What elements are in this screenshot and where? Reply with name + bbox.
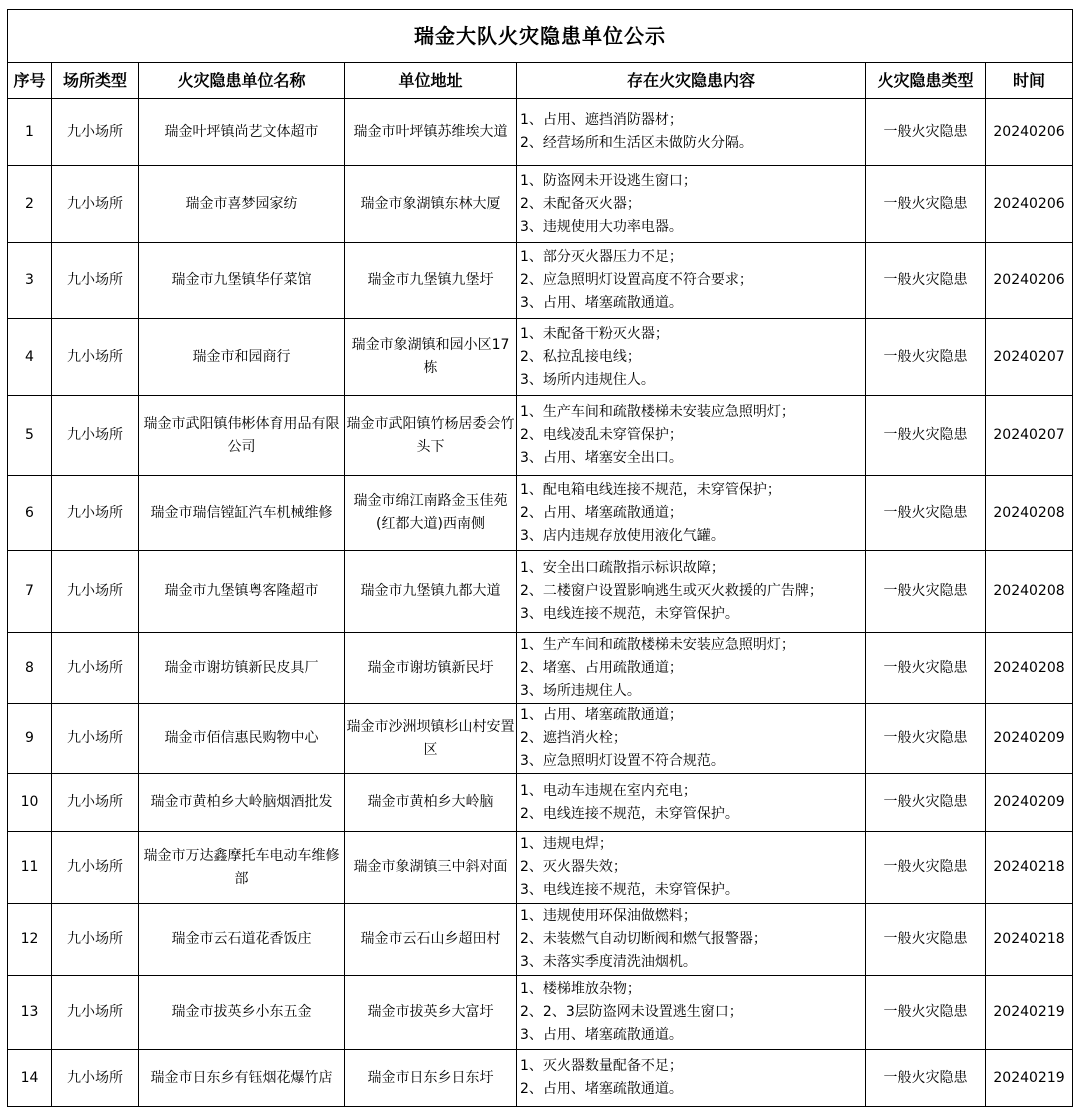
cell-type: 九小场所 xyxy=(52,243,139,319)
cell-date: 20240207 xyxy=(986,396,1073,476)
cell-date: 20240208 xyxy=(986,551,1073,633)
hazard-item: 2、占用、堵塞疏散通道； xyxy=(520,504,683,521)
cell-hazards xyxy=(517,633,866,704)
table-row xyxy=(8,976,1073,1050)
cell-hazards xyxy=(517,166,866,243)
cell-address: 瑞金市象湖镇和园小区17栋 xyxy=(345,319,517,396)
cell-category: 一般火灾隐患 xyxy=(866,704,986,774)
hazard-item: 3、店内违规存放使用液化气罐。 xyxy=(520,527,725,544)
cell-date: 20240208 xyxy=(986,476,1073,551)
hazard-item: 2、2、3层防盗网未设置逃生窗口； xyxy=(520,1004,743,1020)
cell-type: 九小场所 xyxy=(52,832,139,904)
page-title: 瑞金大队火灾隐患单位公示 xyxy=(8,10,1073,63)
hazard-item: 1、楼梯堆放杂物； xyxy=(520,981,641,997)
cell-no: 11 xyxy=(8,832,52,904)
table-row xyxy=(8,319,1073,396)
cell-hazards xyxy=(517,1050,866,1107)
hazard-item: 1、部分灭火器压力不足； xyxy=(520,249,683,265)
hazard-item: 3、场所内违规住人。 xyxy=(520,371,655,388)
cell-category: 一般火灾隐患 xyxy=(866,166,986,243)
hazard-item: 3、电线连接不规范，未穿管保护。 xyxy=(520,606,739,622)
cell-name: 瑞金市瑞信镗缸汽车机械维修 xyxy=(139,476,345,551)
hazard-item: 3、违规使用大功率电器。 xyxy=(520,218,683,235)
hazard-table xyxy=(7,9,1073,1107)
cell-address: 瑞金市日东乡日东圩 xyxy=(345,1050,517,1107)
cell-no: 6 xyxy=(8,476,52,551)
table-row xyxy=(8,633,1073,704)
table-row xyxy=(8,774,1073,832)
hazard-item: 1、占用、遮挡消防器材； xyxy=(520,112,683,128)
cell-address: 瑞金市绵江南路金玉佳苑(红都大道)西南侧 xyxy=(345,476,517,551)
cell-date: 20240206 xyxy=(986,166,1073,243)
cell-hazards xyxy=(517,904,866,976)
cell-address: 瑞金市象湖镇东林大厦 xyxy=(345,166,517,243)
cell-no: 3 xyxy=(8,243,52,319)
hazard-item: 1、占用、堵塞疏散通道； xyxy=(520,707,683,723)
cell-hazards xyxy=(517,976,866,1050)
cell-name: 瑞金叶坪镇尚艺文体超市 xyxy=(139,99,345,166)
cell-no: 10 xyxy=(8,774,52,832)
cell-address: 瑞金市九堡镇九堡圩 xyxy=(345,243,517,319)
hazard-item: 2、未配备灭火器； xyxy=(520,195,641,212)
cell-hazards xyxy=(517,243,866,319)
cell-type: 九小场所 xyxy=(52,1050,139,1107)
cell-category: 一般火灾隐患 xyxy=(866,832,986,904)
cell-address: 瑞金市叶坪镇苏维埃大道 xyxy=(345,99,517,166)
table-row xyxy=(8,832,1073,904)
cell-no: 9 xyxy=(8,704,52,774)
cell-category: 一般火灾隐患 xyxy=(866,243,986,319)
cell-name: 瑞金市佰信惠民购物中心 xyxy=(139,704,345,774)
hazard-item: 2、应急照明灯设置高度不符合要求； xyxy=(520,272,753,288)
cell-no: 7 xyxy=(8,551,52,633)
cell-date: 20240208 xyxy=(986,633,1073,704)
cell-date: 20240218 xyxy=(986,904,1073,976)
cell-name: 瑞金市和园商行 xyxy=(139,319,345,396)
hazard-item: 1、灭火器数量配备不足； xyxy=(520,1058,683,1074)
table-row xyxy=(8,551,1073,633)
cell-date: 20240219 xyxy=(986,1050,1073,1107)
hazard-item: 3、应急照明灯设置不符合规范。 xyxy=(520,753,725,769)
hazard-item: 3、场所违规住人。 xyxy=(520,682,641,699)
cell-type: 九小场所 xyxy=(52,99,139,166)
cell-address: 瑞金市象湖镇三中斜对面 xyxy=(345,832,517,904)
hazard-item: 2、未装燃气自动切断阀和燃气报警器； xyxy=(520,931,767,947)
hazard-item: 2、占用、堵塞疏散通道。 xyxy=(520,1081,683,1097)
cell-category: 一般火灾隐患 xyxy=(866,99,986,166)
hazard-item: 1、未配备干粉灭火器； xyxy=(520,325,669,342)
cell-hazards xyxy=(517,832,866,904)
cell-category: 一般火灾隐患 xyxy=(866,1050,986,1107)
hazard-item: 2、电线连接不规范，未穿管保护。 xyxy=(520,805,739,822)
cell-hazards xyxy=(517,319,866,396)
hazard-item: 2、经营场所和生活区未做防火分隔。 xyxy=(520,135,753,151)
column-header-address: 单位地址 xyxy=(345,63,517,99)
column-header-name: 火灾隐患单位名称 xyxy=(139,63,345,99)
cell-no: 4 xyxy=(8,319,52,396)
hazard-item: 3、未落实季度清洗油烟机。 xyxy=(520,954,697,970)
table-body xyxy=(8,99,1073,1107)
cell-name: 瑞金市黄柏乡大岭脑烟酒批发 xyxy=(139,774,345,832)
cell-category: 一般火灾隐患 xyxy=(866,976,986,1050)
cell-category: 一般火灾隐患 xyxy=(866,904,986,976)
cell-address: 瑞金市九堡镇九都大道 xyxy=(345,551,517,633)
cell-category: 一般火灾隐患 xyxy=(866,319,986,396)
hazard-item: 2、堵塞、占用疏散通道； xyxy=(520,659,683,676)
hazard-item: 3、占用、堵塞疏散通道。 xyxy=(520,295,683,311)
cell-address: 瑞金市武阳镇竹杨居委会竹头下 xyxy=(345,396,517,476)
hazard-item: 1、配电箱电线连接不规范，未穿管保护； xyxy=(520,481,781,498)
cell-name: 瑞金市云石道花香饭庄 xyxy=(139,904,345,976)
hazard-item: 1、电动车违规在室内充电； xyxy=(520,782,697,799)
table-row xyxy=(8,243,1073,319)
cell-category: 一般火灾隐患 xyxy=(866,774,986,832)
cell-category: 一般火灾隐患 xyxy=(866,633,986,704)
column-header-category: 火灾隐患类型 xyxy=(866,63,986,99)
cell-address: 瑞金市黄柏乡大岭脑 xyxy=(345,774,517,832)
cell-address: 瑞金市拔英乡大富圩 xyxy=(345,976,517,1050)
cell-date: 20240209 xyxy=(986,704,1073,774)
table-row xyxy=(8,1050,1073,1107)
hazard-item: 3、占用、堵塞安全出口。 xyxy=(520,450,683,466)
cell-category: 一般火灾隐患 xyxy=(866,476,986,551)
cell-name: 瑞金市九堡镇粤客隆超市 xyxy=(139,551,345,633)
cell-date: 20240219 xyxy=(986,976,1073,1050)
cell-category: 一般火灾隐患 xyxy=(866,551,986,633)
cell-hazards xyxy=(517,476,866,551)
column-header-date: 时间 xyxy=(986,63,1073,99)
hazard-item: 1、生产车间和疏散楼梯未安装应急照明灯； xyxy=(520,404,795,420)
hazard-item: 1、防盗网未开设逃生窗口； xyxy=(520,172,697,189)
cell-type: 九小场所 xyxy=(52,704,139,774)
cell-address: 瑞金市沙洲坝镇杉山村安置区 xyxy=(345,704,517,774)
cell-type: 九小场所 xyxy=(52,976,139,1050)
cell-name: 瑞金市拔英乡小东五金 xyxy=(139,976,345,1050)
cell-no: 2 xyxy=(8,166,52,243)
cell-address: 瑞金市谢坊镇新民圩 xyxy=(345,633,517,704)
hazard-item: 1、安全出口疏散指示标识故障； xyxy=(520,560,725,576)
column-header-no: 序号 xyxy=(8,63,52,99)
hazard-item: 2、灭火器失效； xyxy=(520,859,627,875)
cell-date: 20240209 xyxy=(986,774,1073,832)
cell-address: 瑞金市云石山乡超田村 xyxy=(345,904,517,976)
cell-date: 20240206 xyxy=(986,99,1073,166)
cell-category: 一般火灾隐患 xyxy=(866,396,986,476)
table-row xyxy=(8,99,1073,166)
hazard-item: 3、占用、堵塞疏散通道。 xyxy=(520,1027,683,1043)
cell-no: 13 xyxy=(8,976,52,1050)
hazard-item: 1、生产车间和疏散楼梯未安装应急照明灯； xyxy=(520,636,795,653)
cell-type: 九小场所 xyxy=(52,904,139,976)
cell-date: 20240206 xyxy=(986,243,1073,319)
table-row xyxy=(8,476,1073,551)
table-row xyxy=(8,396,1073,476)
column-header-hazards: 存在火灾隐患内容 xyxy=(517,63,866,99)
cell-type: 九小场所 xyxy=(52,633,139,704)
cell-no: 1 xyxy=(8,99,52,166)
cell-no: 14 xyxy=(8,1050,52,1107)
hazard-item: 1、违规使用环保油做燃料； xyxy=(520,908,697,924)
cell-type: 九小场所 xyxy=(52,319,139,396)
cell-hazards xyxy=(517,704,866,774)
hazard-item: 2、遮挡消火栓； xyxy=(520,730,627,746)
table-row xyxy=(8,904,1073,976)
hazard-item: 2、二楼窗户设置影响逃生或灭火救援的广告牌； xyxy=(520,583,823,599)
cell-no: 12 xyxy=(8,904,52,976)
cell-date: 20240218 xyxy=(986,832,1073,904)
column-header-type: 场所类型 xyxy=(52,63,139,99)
cell-name: 瑞金市武阳镇伟彬体育用品有限公司 xyxy=(139,396,345,476)
cell-type: 九小场所 xyxy=(52,166,139,243)
cell-type: 九小场所 xyxy=(52,551,139,633)
cell-name: 瑞金市万达鑫摩托车电动车维修部 xyxy=(139,832,345,904)
cell-date: 20240207 xyxy=(986,319,1073,396)
cell-hazards xyxy=(517,774,866,832)
cell-name: 瑞金市喜梦园家纺 xyxy=(139,166,345,243)
cell-name: 瑞金市日东乡有钰烟花爆竹店 xyxy=(139,1050,345,1107)
cell-type: 九小场所 xyxy=(52,476,139,551)
cell-no: 8 xyxy=(8,633,52,704)
table-row xyxy=(8,166,1073,243)
table-row xyxy=(8,704,1073,774)
cell-type: 九小场所 xyxy=(52,774,139,832)
cell-no: 5 xyxy=(8,396,52,476)
cell-type: 九小场所 xyxy=(52,396,139,476)
hazard-item: 2、私拉乱接电线； xyxy=(520,348,641,365)
cell-name: 瑞金市谢坊镇新民皮具厂 xyxy=(139,633,345,704)
cell-name: 瑞金市九堡镇华仔菜馆 xyxy=(139,243,345,319)
hazard-item: 2、电线凌乱未穿管保护； xyxy=(520,427,683,443)
hazard-item: 3、电线连接不规范，未穿管保护。 xyxy=(520,882,739,898)
hazard-item: 1、违规电焊； xyxy=(520,836,613,852)
cell-hazards xyxy=(517,551,866,633)
cell-hazards xyxy=(517,396,866,476)
cell-hazards xyxy=(517,99,866,166)
